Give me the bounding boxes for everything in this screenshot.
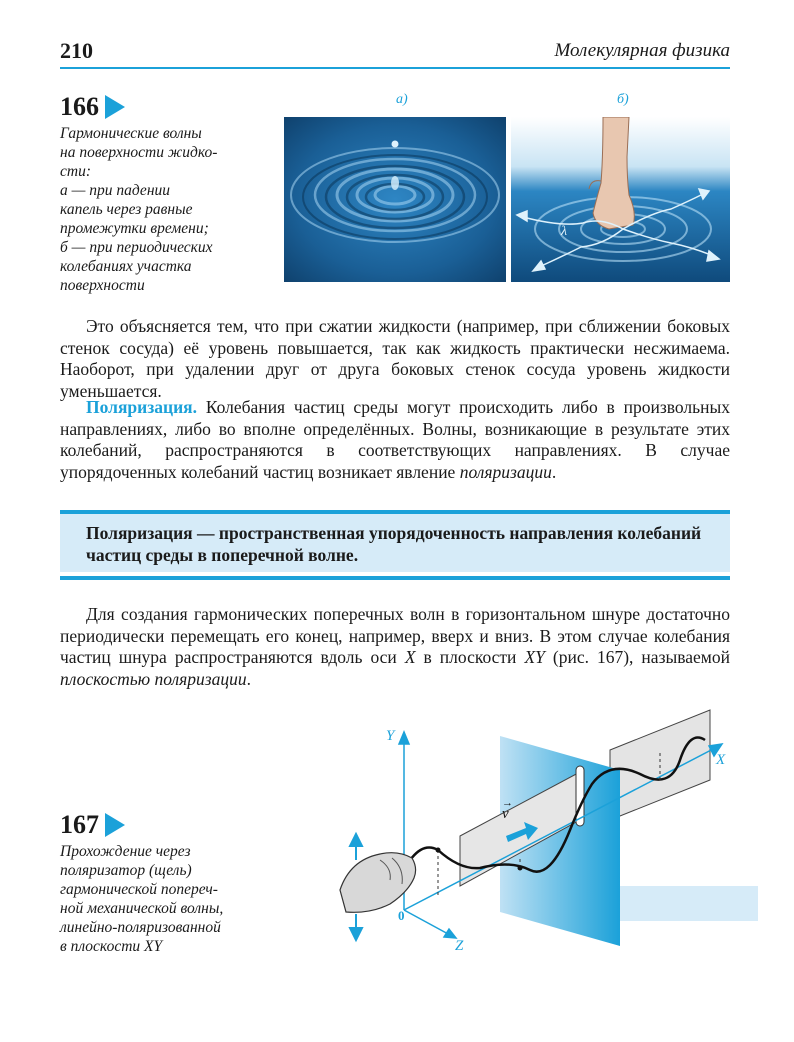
figure-167-number: 167 [60, 810, 125, 840]
figure-166-label-b: б) [617, 92, 629, 107]
running-title: Молекулярная физика [554, 40, 730, 61]
term-polarization: Поляризация. [86, 397, 198, 417]
velocity-label: v [502, 806, 509, 822]
page-header [60, 38, 730, 68]
figure-marker-icon [105, 95, 125, 119]
header-rule [60, 67, 730, 69]
figure-167-caption: Прохождение через поляризатор (щель) гармонической попереч- ной механической волны, линейно-поляризованной в плоскости XY [60, 843, 224, 955]
definition-text: Поляризация — пространственная упорядоченность направления колебаний частиц среды в поперечной волне. [86, 523, 702, 565]
definition-box [60, 514, 730, 572]
ripples-drop-image [284, 117, 506, 282]
ripples-foot-image [511, 117, 730, 282]
origin-label: 0 [398, 908, 405, 923]
axis-x-label: X [716, 752, 726, 768]
axis-z-label: Z [455, 938, 464, 954]
velocity-vector-mark: → [502, 797, 513, 809]
page-number: 210 [60, 38, 93, 63]
figure-166-label-a: а) [396, 92, 408, 107]
wavelength-label: λ [561, 224, 568, 239]
figure-166-caption: Гармонические волны на поверхности жидко- сти: а — при падении капель через равные промежутки времени; б — при периодических колебаниях участка поверхности [60, 125, 218, 294]
paragraph-3: Для создания гармонических поперечных волн в горизонтальном шнуре достаточно периодически перемещать его конец, например, вверх и вниз. В этом случае колебания частиц шнура распространяются вдоль оси X в плоскости XY (рис. 167), называемой плоскостью поляризации. [60, 604, 730, 689]
z-axis [404, 910, 450, 935]
definition-rule-bottom [60, 576, 730, 580]
figure-166-number: 166 [60, 92, 125, 122]
paragraph-1: Это объясняется тем, что при сжатии жидкости (например, при сближении боковых стенок сосуда) её уровень повышается, так как жидкость практически несжимаема. Наоборот, при удалении друг от друга боковых стенок сосуда уровень жидкости уменьшается. [60, 316, 730, 401]
figure-marker-icon [105, 813, 125, 837]
polarization-diagram [320, 700, 770, 960]
paragraph-2: Поляризация. Колебания частиц среды могут происходить либо в произвольных направлениях, либо во вполне определённых. Волны, возникающие в результате этих колебаний, распространяются в соответствующих направлениях. В случае упорядоченных колебаний частиц возникает явление поляризации. [60, 397, 730, 482]
axis-y-label: Y [386, 728, 395, 744]
